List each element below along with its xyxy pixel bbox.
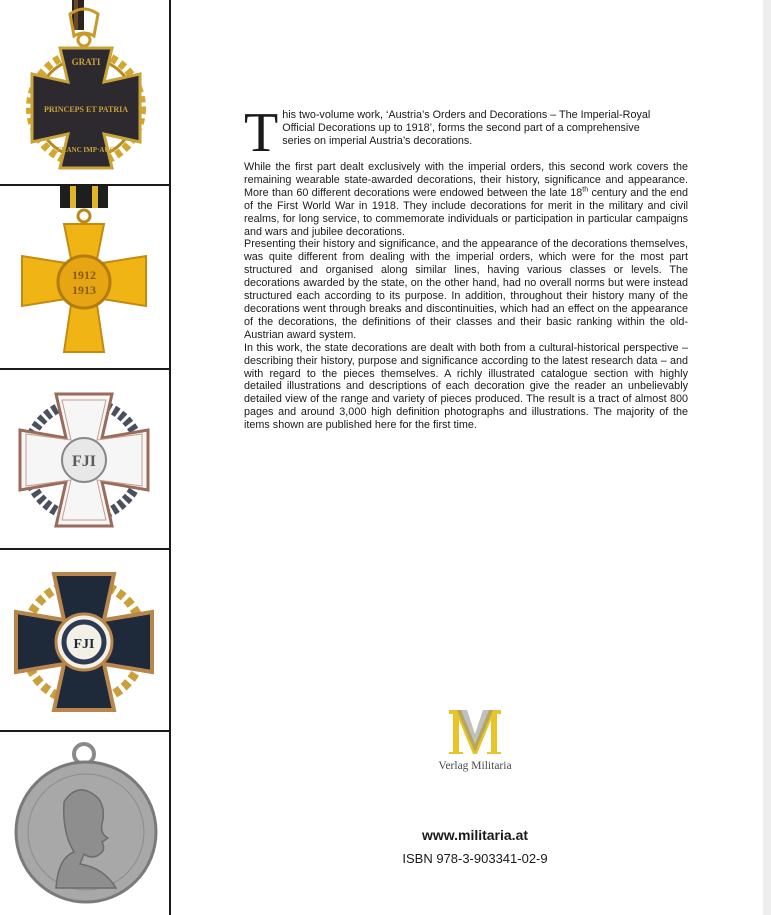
cross2-year-1: 1912 — [72, 268, 96, 282]
black-cross-medal — [0, 0, 169, 183]
medal-panel-2 — [0, 184, 169, 370]
intro-line-1: his two-volume work, ‘Austria’s Orders and Decorations – The Imperial-Royal — [282, 109, 651, 121]
cross1-middle-text: PRINCEPS ET PATRIA — [43, 105, 129, 114]
superscript-th: th — [582, 186, 589, 194]
paragraph-2 — [244, 161, 688, 238]
medal-column — [0, 0, 171, 915]
medal-panel-3 — [0, 368, 169, 550]
website-link[interactable]: www.militaria.at — [421, 827, 529, 843]
vm-logo-icon — [447, 708, 503, 756]
cross3-monogram: FJI — [72, 453, 96, 470]
description-text — [244, 102, 688, 432]
medal-panel-1 — [0, 0, 169, 183]
intro-line-2: Official Decorations up to 1918’, forms the second part of a comprehensive — [282, 121, 640, 134]
isbn-number: ISBN 978-3-903341-02-9 — [402, 851, 548, 866]
medal-panel-4 — [0, 548, 169, 732]
medal-panel-5 — [0, 730, 169, 915]
cross2-year-2: 1913 — [72, 283, 96, 297]
enamel-cross-medal — [0, 550, 169, 732]
white-cross-medal — [0, 370, 169, 550]
cross4-monogram: FJI — [73, 637, 95, 652]
intro-paragraph — [244, 102, 688, 164]
portrait-medal-icon — [0, 732, 169, 915]
publisher-logo — [410, 708, 540, 772]
cross1-bottom-text: FRANC IMP·AUG — [57, 146, 115, 154]
cross1-top-text: GRATI — [71, 57, 101, 67]
spine-edge — [763, 0, 771, 915]
paragraph-2-end: century and the end of the First World War in 1918. They include decorations for merit in the military and civil realms, for long service, to commemorate individuals or participation in particular campaigns and wars and jubilee decorations. — [244, 186, 688, 238]
paragraph-3: Presenting their history and significance, and the appearance of the decorations themselves, was quite different from dealing with the imperial orders, which were for the most part structured and organised along similar lines, having various classes or levels. The decorations awarded by the state, on the other hand, had no overall norms but were instead structured each according to its purpose. In addition, throughout their history many of the decorations went through breaks and discontinuities, which had an effect on the appearance of the decorations, the definitions of their classes and their basic ranking within the old-Austrian award system. — [244, 238, 688, 341]
gold-cross-medal — [0, 186, 169, 370]
drop-cap: T — [244, 102, 279, 164]
paragraph-2-start: While the first part dealt exclusively with the imperial orders, this second work covers the remaining wearable state-awarded decorations, their history, significance and appearance. More than 60 different decorations were endowed between the late 18 — [244, 161, 688, 199]
publisher-name: Verlag Militaria — [438, 760, 512, 772]
intro-line-3: series on imperial Austria’s decorations. — [282, 134, 473, 147]
paragraph-4: In this work, the state decorations are dealt with both from a cultural-historical perspective – describing their history, purpose and significance according to the latest research data – and with regard to the pieces themselves. A richly illustrated catalogue section with highly detailed illustrations and descriptions of each decoration give the reader an unbelievably detailed view of the range and variety of pieces produced. The result is a tract of almost 800 pages and around 3,000 high definition photographs and illustrations. The majority of the items shown are published here for the first time. — [244, 341, 688, 432]
